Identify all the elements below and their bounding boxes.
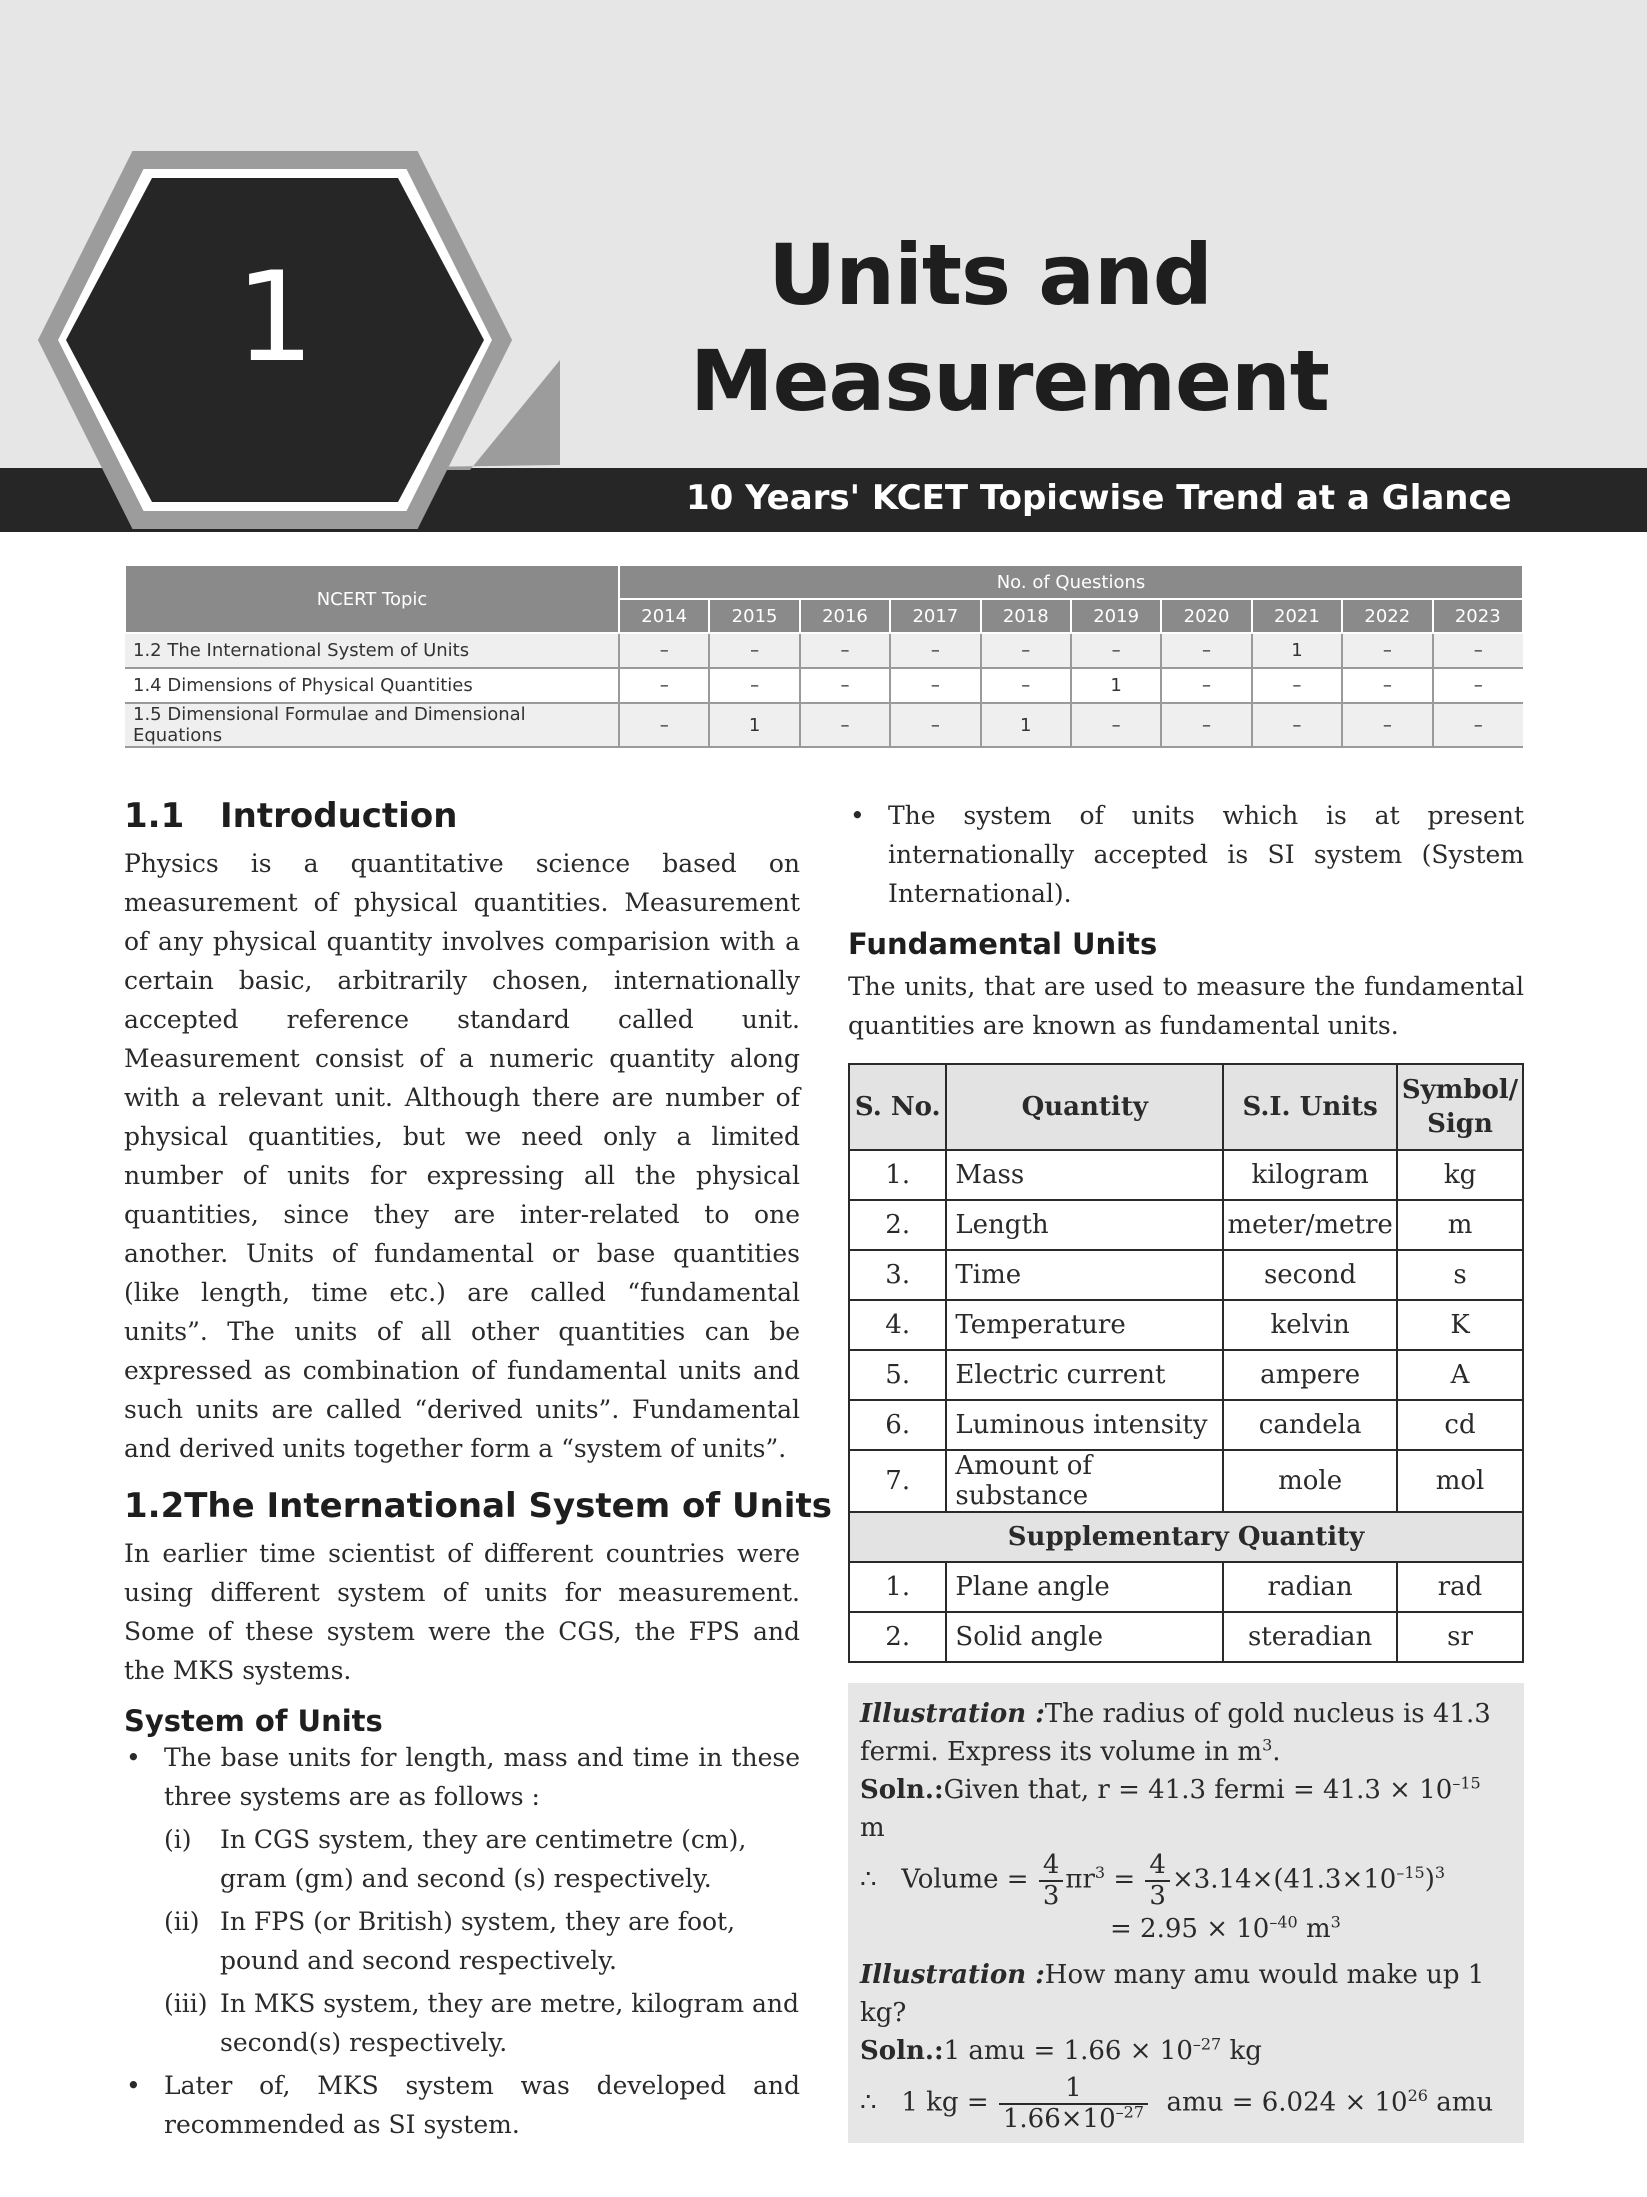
quantity-cell: Electric current: [946, 1350, 1223, 1400]
question-text: The radius of gold nucleus is 41.3 fermi. Express its volume in m: [860, 1699, 1491, 1767]
introduction-paragraph: Physics is a quantitative science based on measurement of physical quantities. Measurement of any physical quantity involves comparision with a certain basic, arbitrarily chosen, internationally accepted reference standard called unit. Measurement consist of a numeric quantity along with a relevant unit. Although there are number of physical quantities, but we need only a limited number of units for expressing all the physical quantities, since they are inter-related to one another. Units of fundamental or base quantities (like length, time etc.) are called “fundamental units”. The units of all other quantities can be expressed as combination of fundamental units and such units are called “derived units”. Fundamental and derived units together form a “system of units”.: [124, 849, 800, 1463]
count-cell: –: [1161, 633, 1251, 668]
section-heading-introduction: [124, 796, 800, 836]
fundamental-units-table: [848, 1063, 1524, 1663]
bullet-text: The system of units which is at present internationally accepted is SI system (System International).: [888, 801, 1524, 908]
unit-systems-list: [124, 1820, 800, 2062]
fraction: [1039, 1851, 1064, 1910]
table-row: [849, 1150, 1523, 1200]
year-column-header: 2014: [619, 599, 709, 633]
denominator: 3: [1042, 1880, 1060, 1911]
bullet-icon: •: [126, 2071, 141, 2100]
symbol-cell: K: [1397, 1300, 1523, 1350]
list-item: [164, 1902, 800, 1980]
list-item: [164, 1984, 800, 2062]
fraction: [999, 2074, 1148, 2133]
table-row: [849, 1400, 1523, 1450]
topic-cell: 1.4 Dimensions of Physical Quantities: [125, 668, 619, 703]
count-cell: –: [890, 703, 980, 747]
sno-cell: 2.: [849, 1612, 946, 1662]
count-cell: –: [619, 703, 709, 747]
volume-label: Volume =: [901, 1864, 1029, 1895]
equation-term: ×3.14×(41.3×10: [1171, 1864, 1397, 1895]
topic-cell: 1.5 Dimensional Formulae and Dimensional Equations: [125, 703, 619, 747]
table-row: [849, 1512, 1523, 1562]
count-cell: –: [619, 633, 709, 668]
superscript: –15: [1452, 1773, 1481, 1793]
section-heading-si-system: [124, 1486, 832, 1526]
count-cell: –: [1161, 668, 1251, 703]
bullet-item: [124, 1738, 800, 1816]
illustration-question-1: Illustration :The radius of gold nucleus is 41.3 fermi. Express its volume in $m^3$.: [860, 1699, 1491, 1767]
year-column-header: 2023: [1433, 599, 1523, 633]
pi-r-term: πr: [1065, 1864, 1095, 1895]
si-unit-cell: kilogram: [1223, 1150, 1397, 1200]
count-cell: –: [800, 703, 890, 747]
count-cell: –: [709, 668, 799, 703]
year-column-header: 2019: [1071, 599, 1161, 633]
superscript: 3: [1330, 1912, 1341, 1932]
topic-column-header: NCERT Topic: [125, 565, 619, 633]
system-of-units-heading: System of Units: [124, 1704, 383, 1738]
year-column-header: 2016: [800, 599, 890, 633]
sno-cell: 5.: [849, 1350, 946, 1400]
equation-term: ): [1424, 1864, 1435, 1895]
therefore-symbol: ∴: [860, 1864, 877, 1895]
amu-equation: [860, 2074, 1512, 2133]
count-cell: –: [1433, 668, 1523, 703]
illustration-question-2: [860, 1956, 1512, 2032]
count-cell: 1: [981, 703, 1071, 747]
bullet-text: The base units for length, mass and time in these three systems are as follows :: [164, 1743, 800, 1811]
sno-cell: 3.: [849, 1250, 946, 1300]
kcet-trend-table: [124, 564, 1524, 748]
count-cell: –: [709, 633, 799, 668]
trend-heading: 10 Years' KCET Topicwise Trend at a Glance: [686, 478, 1512, 518]
count-cell: –: [1252, 668, 1342, 703]
table-row: [125, 703, 1523, 747]
chapter-number: 1: [235, 246, 315, 390]
year-column-header: 2015: [709, 599, 799, 633]
supplementary-quantity-header: Supplementary Quantity: [849, 1512, 1523, 1562]
si-unit-cell: steradian: [1223, 1612, 1397, 1662]
superscript: –15: [1396, 1862, 1425, 1882]
volume-equation: ∴ Volume = $\frac{4}{3}$ $\pi r^3$ = $\frac{4}{3}$ $\times 3.14\times(41.3\times 10^{-15})^3$: [860, 1850, 1446, 1911]
table-row: [849, 1612, 1523, 1662]
table-row: [125, 633, 1523, 668]
fundamental-units-heading: Fundamental Units: [848, 927, 1158, 961]
solution-label: Soln.:: [860, 1775, 944, 1805]
count-cell: 1: [709, 703, 799, 747]
symbol-cell: rad: [1397, 1562, 1523, 1612]
superscript: –40: [1269, 1912, 1298, 1932]
year-column-header: 2021: [1252, 599, 1342, 633]
table-row: [849, 1250, 1523, 1300]
sno-cell: 4.: [849, 1300, 946, 1350]
solution-label: Soln.:: [860, 2036, 944, 2067]
equation-unit: amu: [1427, 2087, 1494, 2118]
solution-2-line: [860, 2032, 1512, 2070]
count-cell: –: [1342, 633, 1432, 668]
bullet-icon: •: [850, 801, 865, 830]
bullet-item: [124, 2066, 800, 2144]
quantity-cell: Solid angle: [946, 1612, 1223, 1662]
si-units-column-header: S.I. Units: [1223, 1064, 1397, 1150]
illustration-label: Illustration :: [860, 1960, 1045, 1991]
sno-cell: 1.: [849, 1150, 946, 1200]
result-unit: m: [1297, 1914, 1331, 1945]
superscript: 3: [1434, 1862, 1446, 1882]
sno-cell: 6.: [849, 1400, 946, 1450]
quantity-cell: Temperature: [946, 1300, 1223, 1350]
section-number: 1.2: [124, 1486, 185, 1526]
count-cell: –: [1433, 703, 1523, 747]
bullet-text: Later of, MKS system was developed and recommended as SI system.: [164, 2071, 800, 2139]
quantity-cell: Luminous intensity: [946, 1400, 1223, 1450]
count-cell: 1: [1252, 633, 1342, 668]
count-cell: –: [1071, 633, 1161, 668]
year-column-header: 2017: [890, 599, 980, 633]
count-cell: –: [1071, 703, 1161, 747]
fundamental-units-paragraph: The units, that are used to measure the fundamental quantities are known as fundamental units.: [848, 972, 1524, 1040]
sno-cell: 1.: [849, 1562, 946, 1612]
symbol-cell: sr: [1397, 1612, 1523, 1662]
si-unit-cell: second: [1223, 1250, 1397, 1300]
si-unit-cell: meter/metre: [1223, 1200, 1397, 1250]
symbol-cell: kg: [1397, 1150, 1523, 1200]
year-column-header: 2022: [1342, 599, 1432, 633]
list-item: [164, 1820, 800, 1898]
table-row: [849, 1300, 1523, 1350]
illustration-label: Illustration :: [860, 1699, 1045, 1729]
list-text: In MKS system, they are metre, kilogram and second(s) respectively.: [220, 1989, 800, 2057]
count-cell: –: [1342, 668, 1432, 703]
list-marker: (i): [164, 1825, 192, 1854]
count-cell: –: [619, 668, 709, 703]
equation-term: amu = 6.024 × 10: [1166, 2087, 1408, 2118]
questions-column-header: No. of Questions: [619, 565, 1523, 599]
superscript: –27: [1192, 2034, 1222, 2054]
si-unit-cell: radian: [1223, 1562, 1397, 1612]
year-column-header: 2018: [981, 599, 1071, 633]
quantity-cell: Amount of substance: [946, 1450, 1223, 1512]
count-cell: –: [800, 633, 890, 668]
superscript: –27: [1115, 2102, 1144, 2122]
quantity-cell: Mass: [946, 1150, 1223, 1200]
solution-1-line: [860, 1771, 1512, 1847]
table-row: [849, 1562, 1523, 1612]
numerator: 4: [1145, 1851, 1170, 1882]
si-paragraph: In earlier time scientist of different countries were using different system of units for measurement. Some of these system were the CGS, the FPS and the MKS systems.: [124, 1539, 800, 1685]
count-cell: –: [1252, 703, 1342, 747]
solution-text: 1 amu = 1.66 × 10: [943, 2036, 1193, 2067]
list-text: In FPS (or British) system, they are foot, pound and second respectively.: [220, 1907, 736, 1975]
fraction: [1145, 1851, 1170, 1910]
volume-result: [860, 1910, 1512, 1948]
quantity-column-header: Quantity: [946, 1064, 1223, 1150]
topic-cell: 1.2 The International System of Units: [125, 633, 619, 668]
count-cell: –: [1342, 703, 1432, 747]
therefore-symbol: ∴: [860, 2087, 877, 2118]
numerator: 4: [1039, 1851, 1064, 1882]
superscript: 3: [1262, 1735, 1273, 1755]
list-text: In CGS system, they are centimetre (cm), gram (gm) and second (s) respectively.: [220, 1825, 747, 1893]
count-cell: 1: [1071, 668, 1161, 703]
section-title: The International System of Units: [184, 1486, 832, 1526]
denominator-text: 1.66×10: [1002, 2103, 1116, 2134]
sno-column-header: S. No.: [849, 1064, 946, 1150]
count-cell: –: [1433, 633, 1523, 668]
count-cell: –: [981, 668, 1071, 703]
count-cell: –: [890, 633, 980, 668]
list-marker: (iii): [164, 1989, 208, 2018]
bullet-icon: •: [126, 1743, 141, 1772]
equation-term: 1 kg =: [901, 2087, 989, 2118]
quantity-cell: Time: [946, 1250, 1223, 1300]
superscript: 3: [1094, 1862, 1106, 1882]
count-cell: –: [981, 633, 1071, 668]
numerator: 1: [999, 2074, 1148, 2105]
sno-cell: 7.: [849, 1450, 946, 1512]
symbol-cell: m: [1397, 1200, 1523, 1250]
quantity-cell: Length: [946, 1200, 1223, 1250]
solution-text: m: [860, 1813, 885, 1843]
quantity-cell: Plane angle: [946, 1562, 1223, 1612]
left-column: [124, 796, 832, 2144]
illustration-box: [848, 1683, 1524, 2143]
list-marker: (ii): [164, 1907, 200, 1936]
bullet-item: [848, 796, 1524, 913]
symbol-cell: s: [1397, 1250, 1523, 1300]
table-row: [849, 1450, 1523, 1512]
symbol-cell: A: [1397, 1350, 1523, 1400]
right-column: [848, 796, 1524, 2143]
symbol-cell: cd: [1397, 1400, 1523, 1450]
section-title: Introduction: [220, 796, 458, 836]
symbol-cell: mol: [1397, 1450, 1523, 1512]
count-cell: –: [1161, 703, 1251, 747]
symbol-column-header: Symbol/ Sign: [1397, 1064, 1523, 1150]
si-unit-cell: ampere: [1223, 1350, 1397, 1400]
table-row: [849, 1350, 1523, 1400]
si-unit-cell: mole: [1223, 1450, 1397, 1512]
question-text: How many amu would make up 1 kg?: [860, 1960, 1485, 2029]
denominator: 3: [1149, 1880, 1166, 1911]
count-cell: –: [800, 668, 890, 703]
result-text: = 2.95 × 10: [1110, 1914, 1270, 1945]
table-row: [849, 1200, 1523, 1250]
chapter-title: Units and Measurement: [690, 226, 1329, 430]
sno-cell: 2.: [849, 1200, 946, 1250]
si-unit-cell: kelvin: [1223, 1300, 1397, 1350]
si-unit-cell: candela: [1223, 1400, 1397, 1450]
section-number: 1.1: [124, 796, 185, 836]
year-column-header: 2020: [1161, 599, 1251, 633]
count-cell: –: [890, 668, 980, 703]
solution-text: kg: [1221, 2036, 1262, 2067]
table-row: [125, 668, 1523, 703]
superscript: 26: [1407, 2086, 1428, 2106]
denominator: [999, 2102, 1148, 2134]
solution-text: Given that, r = 41.3 fermi = 41.3 × 10: [943, 1775, 1453, 1805]
